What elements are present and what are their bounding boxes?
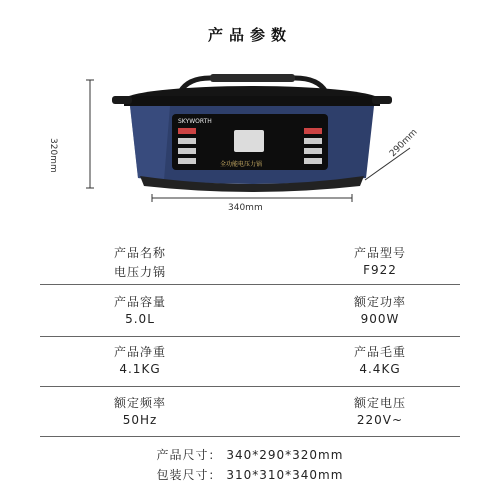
divider: [40, 386, 460, 387]
divider: [40, 436, 460, 437]
spec-value: 900W: [360, 312, 400, 326]
spec-label: 额定频率: [113, 396, 166, 410]
spec-value: 电压力锅: [113, 265, 166, 279]
spec-label: 产品毛重: [353, 345, 406, 359]
divider: [40, 284, 460, 285]
package-size: 包装尺寸： 310*310*340mm: [156, 468, 344, 482]
brand-logo: SKYWORTH: [178, 118, 212, 125]
divider: [40, 336, 460, 337]
depth-dimension-label: 290mm: [388, 127, 420, 160]
spec-label: 产品名称: [113, 246, 166, 260]
page-title: 产品参数: [207, 26, 292, 44]
spec-value: 50Hz: [122, 413, 158, 427]
product-size: 产品尺寸： 340*290*320mm: [156, 448, 344, 462]
spec-value: 220V~: [356, 413, 404, 427]
spec-value: 4.1KG: [119, 362, 161, 376]
width-dimension-label: 340mm: [228, 203, 263, 213]
spec-label: 产品型号: [353, 246, 406, 260]
spec-label: 产品容量: [113, 295, 166, 309]
spec-value: F922: [363, 263, 397, 277]
height-dimension-label: 320mm: [48, 138, 58, 173]
spec-label: 额定电压: [353, 396, 406, 410]
panel-caption: 全功能电压力锅: [220, 161, 263, 168]
pressure-cooker-image: [60, 70, 440, 220]
spec-label: 额定功率: [353, 295, 406, 309]
spec-label: 产品净重: [113, 345, 166, 359]
spec-value: 5.0L: [125, 312, 155, 326]
spec-value: 4.4KG: [359, 362, 401, 376]
